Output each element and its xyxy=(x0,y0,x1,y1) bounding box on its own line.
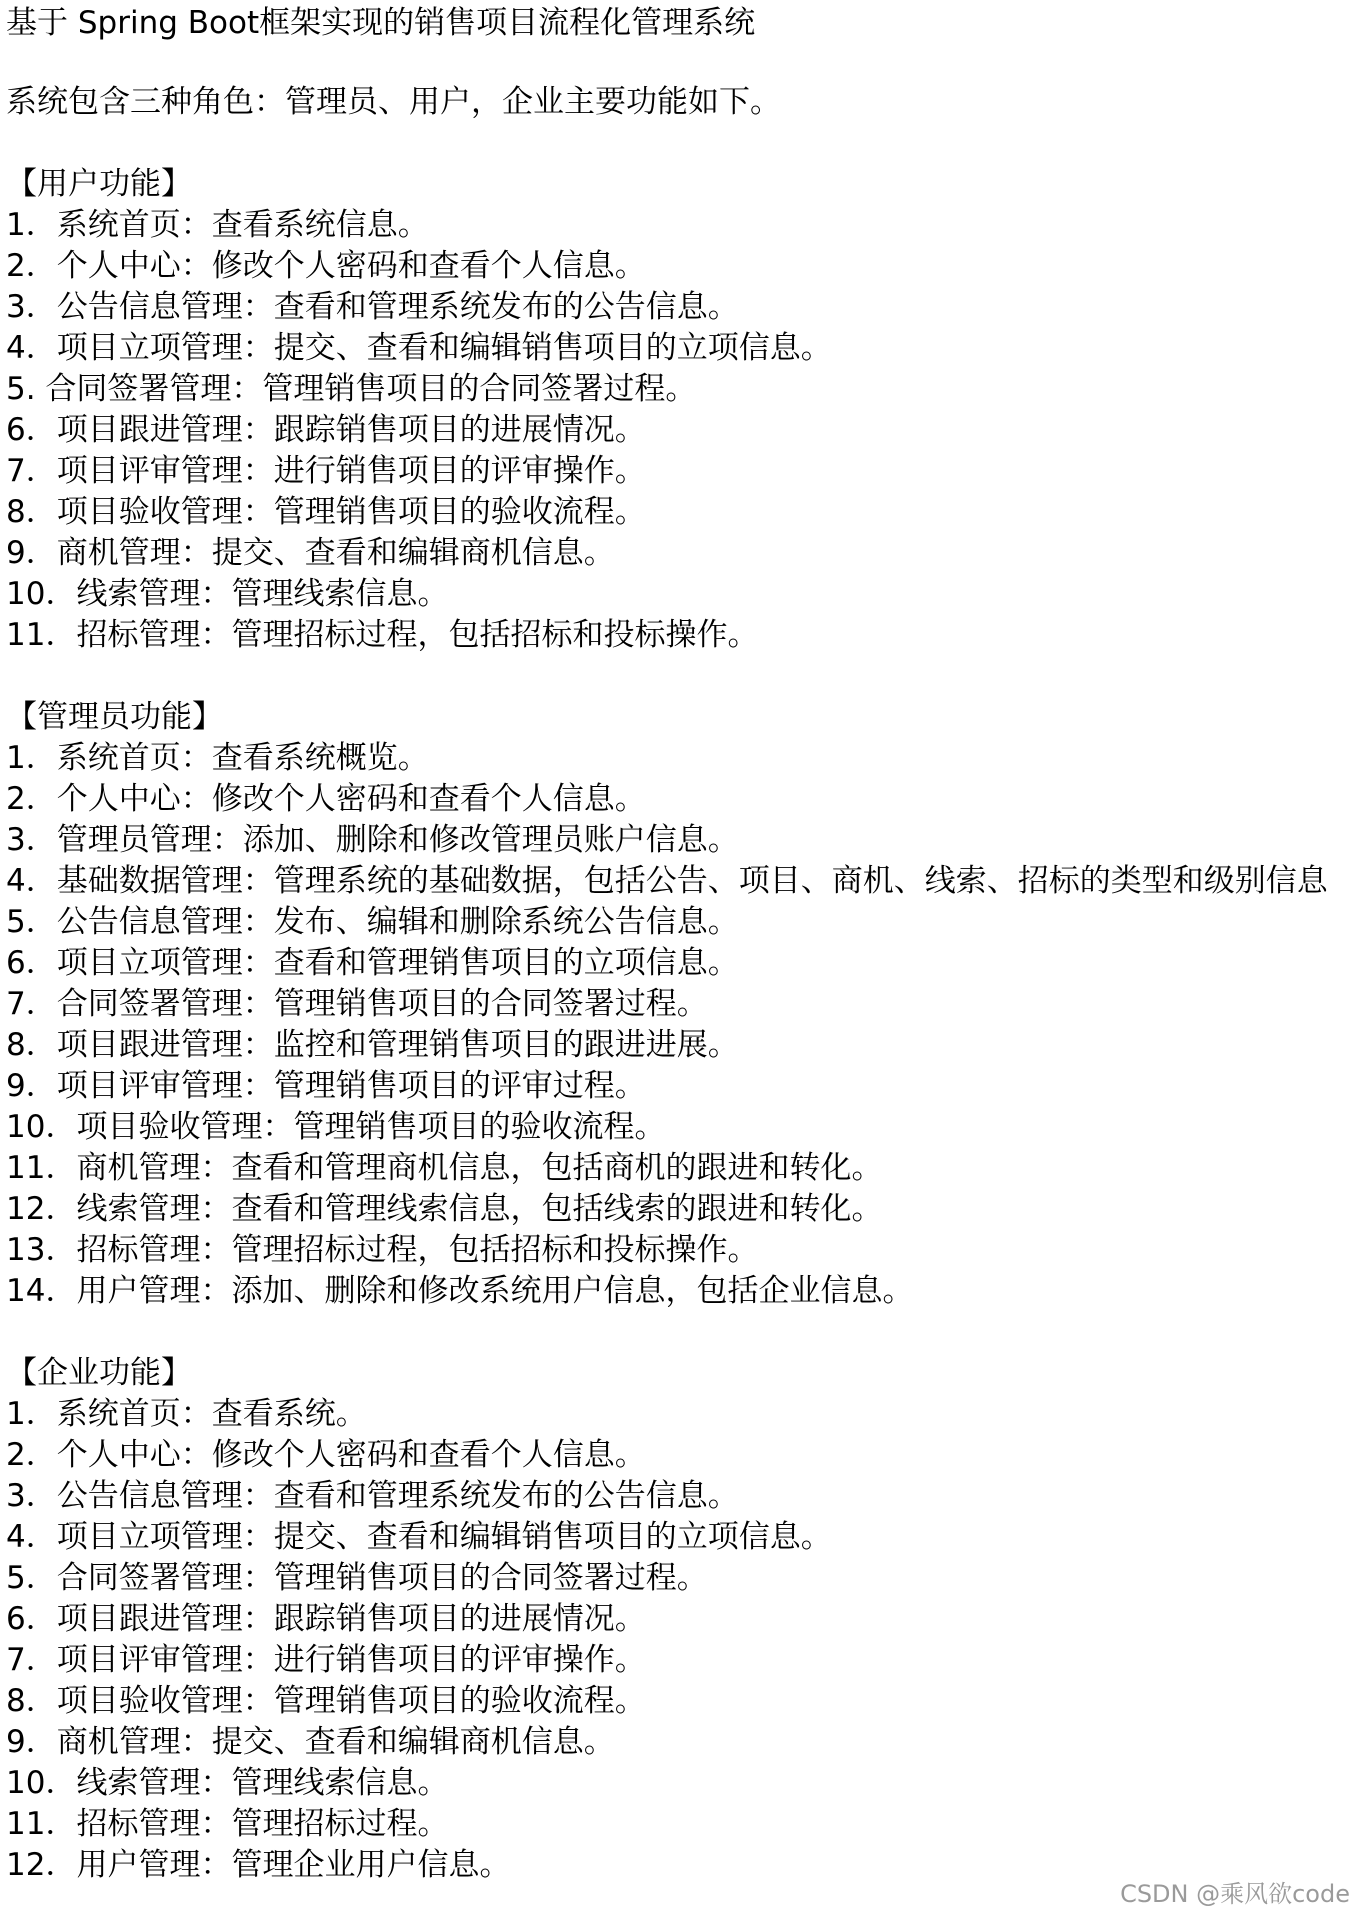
list-item: 4．项目立项管理：提交、查看和编辑销售项目的立项信息。 xyxy=(6,330,832,366)
spacer xyxy=(6,656,1354,697)
list-item: 3．公告信息管理：查看和管理系统发布的公告信息。 xyxy=(6,289,739,325)
section-heading: 【用户功能】 xyxy=(6,166,192,202)
list-item: 3．公告信息管理：查看和管理系统发布的公告信息。 xyxy=(6,1478,739,1514)
document-body xyxy=(6,0,1354,1886)
list-item: 2．个人中心：修改个人密码和查看个人信息。 xyxy=(6,1437,646,1473)
list-item: 11．招标管理：管理招标过程，包括招标和投标操作。 xyxy=(6,617,759,653)
list-item: 1．系统首页：查看系统信息。 xyxy=(6,207,429,243)
list-item: 9．商机管理：提交、查看和编辑商机信息。 xyxy=(6,1724,615,1760)
list-item: 11．招标管理：管理招标过程。 xyxy=(6,1806,449,1842)
spacer xyxy=(6,41,1354,82)
list-item: 14．用户管理：添加、删除和修改系统用户信息，包括企业信息。 xyxy=(6,1273,914,1309)
list-item: 7．项目评审管理：进行销售项目的评审操作。 xyxy=(6,1642,646,1678)
list-item: 4．基础数据管理：管理系统的基础数据，包括公告、项目、商机、线索、招标的类型和级别信息 xyxy=(6,863,1328,899)
list-item: 4．项目立项管理：提交、查看和编辑销售项目的立项信息。 xyxy=(6,1519,832,1555)
spacer xyxy=(6,123,1354,164)
list-item: 10．线索管理：管理线索信息。 xyxy=(6,576,449,612)
list-item: 12．线索管理：查看和管理线索信息，包括线索的跟进和转化。 xyxy=(6,1191,883,1227)
list-item: 6．项目跟进管理：跟踪销售项目的进展情况。 xyxy=(6,412,646,448)
section-admin-functions xyxy=(6,697,1354,1312)
list-item: 5．公告信息管理：发布、编辑和删除系统公告信息。 xyxy=(6,904,739,940)
list-item: 2．个人中心：修改个人密码和查看个人信息。 xyxy=(6,781,646,817)
list-item: 7．合同签署管理：管理销售项目的合同签署过程。 xyxy=(6,986,708,1022)
list-item: 9．项目评审管理：管理销售项目的评审过程。 xyxy=(6,1068,646,1104)
list-item: 8．项目验收管理：管理销售项目的验收流程。 xyxy=(6,494,646,530)
watermark: CSDN @乘风欲code xyxy=(1120,1880,1350,1908)
section-user-functions xyxy=(6,164,1354,656)
section-heading: 【管理员功能】 xyxy=(6,699,223,735)
list-item: 7．项目评审管理：进行销售项目的评审操作。 xyxy=(6,453,646,489)
list-item: 1．系统首页：查看系统。 xyxy=(6,1396,367,1432)
list-item: 13．招标管理：管理招标过程，包括招标和投标操作。 xyxy=(6,1232,759,1268)
spacer xyxy=(6,1312,1354,1353)
list-item: 1．系统首页：查看系统概览。 xyxy=(6,740,429,776)
list-item: 6．项目跟进管理：跟踪销售项目的进展情况。 xyxy=(6,1601,646,1637)
list-item: 11．商机管理：查看和管理商机信息，包括商机的跟进和转化。 xyxy=(6,1150,883,1186)
list-item: 5. 合同签署管理：管理销售项目的合同签署过程。 xyxy=(6,371,697,407)
section-enterprise-functions xyxy=(6,1353,1354,1886)
list-item: 10．线索管理：管理线索信息。 xyxy=(6,1765,449,1801)
list-item: 3．管理员管理：添加、删除和修改管理员账户信息。 xyxy=(6,822,739,858)
list-item: 8．项目跟进管理：监控和管理销售项目的跟进进展。 xyxy=(6,1027,739,1063)
list-item: 8．项目验收管理：管理销售项目的验收流程。 xyxy=(6,1683,646,1719)
list-item: 9．商机管理：提交、查看和编辑商机信息。 xyxy=(6,535,615,571)
list-item: 2．个人中心：修改个人密码和查看个人信息。 xyxy=(6,248,646,284)
document-title: 基于 Spring Boot框架实现的销售项目流程化管理系统 xyxy=(6,5,756,41)
list-item: 12．用户管理：管理企业用户信息。 xyxy=(6,1847,511,1883)
intro-text: 系统包含三种角色：管理员、用户，企业主要功能如下。 xyxy=(6,84,781,120)
list-item: 5．合同签署管理：管理销售项目的合同签署过程。 xyxy=(6,1560,708,1596)
list-item: 10．项目验收管理：管理销售项目的验收流程。 xyxy=(6,1109,666,1145)
section-heading: 【企业功能】 xyxy=(6,1355,192,1391)
list-item: 6．项目立项管理：查看和管理销售项目的立项信息。 xyxy=(6,945,739,981)
